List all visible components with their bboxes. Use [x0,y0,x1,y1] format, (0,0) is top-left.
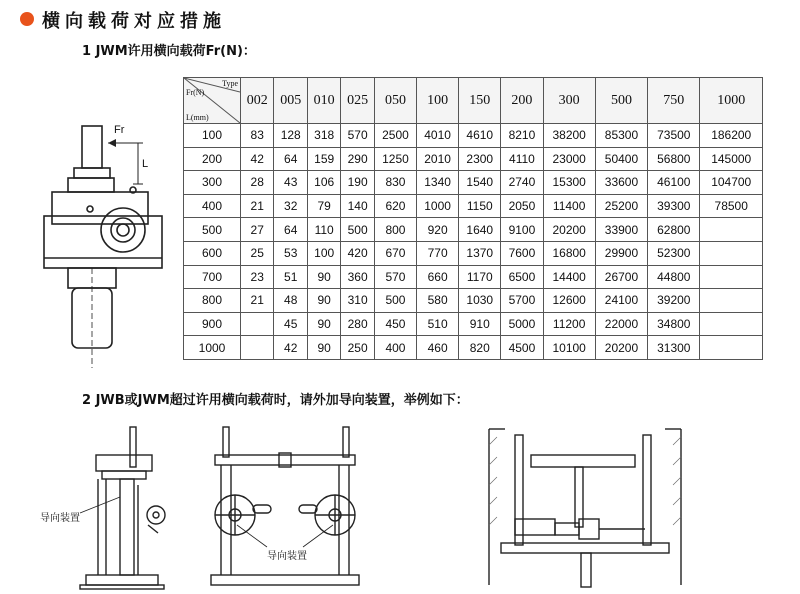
load-value-cell: 34800 [648,312,700,336]
load-value-cell: 580 [417,289,459,313]
load-value-cell: 4500 [501,336,543,360]
load-value-cell: 32 [274,194,307,218]
row-length-cell: 700 [184,265,241,289]
load-value-cell: 1640 [459,218,501,242]
load-value-cell: 7600 [501,241,543,265]
load-value-cell: 90 [307,265,340,289]
load-value-cell: 39200 [648,289,700,313]
load-value-cell: 4110 [501,147,543,171]
row-length-cell: 100 [184,124,241,148]
load-value-cell: 9100 [501,218,543,242]
title-bullet-icon [20,12,34,26]
load-value-cell: 44800 [648,265,700,289]
load-value-cell: 5000 [501,312,543,336]
load-value-cell: 460 [417,336,459,360]
table-row [184,289,763,313]
load-value-cell: 11200 [543,312,595,336]
load-value-cell: 39300 [648,194,700,218]
load-value-cell: 1000 [417,194,459,218]
section1-heading: 1 JWM许用横向载荷Fr(N)： [82,44,256,59]
load-value-cell: 43 [274,171,307,195]
column-header: 005 [274,78,307,124]
load-value-cell: 570 [374,265,416,289]
load-value-cell: 51 [274,265,307,289]
load-value-cell: 360 [341,265,374,289]
load-value-cell: 140 [341,194,374,218]
load-value-cell: 24100 [595,289,647,313]
load-value-cell: 38200 [543,124,595,148]
load-value-cell: 56800 [648,147,700,171]
load-value-cell: 910 [459,312,501,336]
load-value-cell: 250 [341,336,374,360]
load-table [183,77,763,360]
load-value-cell: 33600 [595,171,647,195]
row-length-cell: 600 [184,241,241,265]
load-value-cell: 106 [307,171,340,195]
table-row [184,241,763,265]
example-twin-jack-drawing [205,425,365,590]
load-value-cell: 820 [459,336,501,360]
table-row [184,171,763,195]
load-value-cell: 25200 [595,194,647,218]
load-value-cell: 1340 [417,171,459,195]
row-length-cell: 800 [184,289,241,313]
table-row [184,124,763,148]
load-value-cell: 620 [374,194,416,218]
load-value-cell [241,336,274,360]
load-value-cell: 23 [241,265,274,289]
load-value-cell: 1150 [459,194,501,218]
load-value-cell: 21 [241,289,274,313]
page-title: 横向载荷对应措施 [42,11,226,32]
load-value-cell: 83 [241,124,274,148]
load-value-cell: 20200 [543,218,595,242]
load-value-cell: 52300 [648,241,700,265]
load-value-cell: 190 [341,171,374,195]
load-value-cell: 45 [274,312,307,336]
load-value-cell: 400 [374,336,416,360]
column-header: 1000 [700,78,763,124]
load-value-cell: 1030 [459,289,501,313]
table-corner-cell [184,78,241,124]
load-value-cell: 310 [341,289,374,313]
load-value-cell: 1540 [459,171,501,195]
screw-jack-drawing [38,118,178,376]
load-value-cell: 660 [417,265,459,289]
column-header: 150 [459,78,501,124]
load-value-cell: 2050 [501,194,543,218]
load-value-cell: 22000 [595,312,647,336]
load-value-cell: 62800 [648,218,700,242]
load-value-cell: 1370 [459,241,501,265]
load-value-cell: 510 [417,312,459,336]
load-value-cell: 33900 [595,218,647,242]
load-value-cell: 570 [341,124,374,148]
load-value-cell: 26700 [595,265,647,289]
load-value-cell: 920 [417,218,459,242]
load-value-cell: 10100 [543,336,595,360]
load-value-cell: 73500 [648,124,700,148]
load-value-cell: 2300 [459,147,501,171]
load-value-cell: 21 [241,194,274,218]
load-value-cell: 450 [374,312,416,336]
load-value-cell: 16800 [543,241,595,265]
table-body [184,124,763,360]
section2-heading: 2 JWB或JWM超过许用横向载荷时，请外加导向装置，举例如下： [82,393,469,408]
row-length-cell: 1000 [184,336,241,360]
load-value-cell: 770 [417,241,459,265]
corner-fr-label: Fr(N) [186,88,205,97]
corner-type-label: Type [222,79,238,88]
load-value-cell: 5700 [501,289,543,313]
load-value-cell: 500 [374,289,416,313]
example-platform-drawing [485,425,685,590]
guide-label-middle: 导向装置 [267,551,307,562]
corner-l-label: L(mm) [186,113,209,122]
load-value-cell: 20200 [595,336,647,360]
load-value-cell: 110 [307,218,340,242]
load-value-cell: 280 [341,312,374,336]
load-value-cell: 46100 [648,171,700,195]
load-value-cell: 830 [374,171,416,195]
load-value-cell: 29900 [595,241,647,265]
load-value-cell: 186200 [700,124,763,148]
column-header: 100 [417,78,459,124]
load-value-cell [241,312,274,336]
column-header: 002 [241,78,274,124]
table-row [184,194,763,218]
column-header: 025 [341,78,374,124]
load-value-cell: 42 [274,336,307,360]
column-header: 300 [543,78,595,124]
load-value-cell: 31300 [648,336,700,360]
column-header: 200 [501,78,543,124]
load-value-cell: 85300 [595,124,647,148]
row-length-cell: 900 [184,312,241,336]
load-value-cell: 23000 [543,147,595,171]
load-value-cell: 2010 [417,147,459,171]
load-value-cell: 79 [307,194,340,218]
load-value-cell: 90 [307,336,340,360]
guide-label-left: 导向装置 [40,513,80,524]
table-row [184,147,763,171]
load-value-cell [700,241,763,265]
load-value-cell: 670 [374,241,416,265]
column-header: 050 [374,78,416,124]
load-value-cell: 1170 [459,265,501,289]
table-row [184,218,763,242]
table-row [184,265,763,289]
load-value-cell: 15300 [543,171,595,195]
table-row [184,312,763,336]
load-value-cell: 42 [241,147,274,171]
load-value-cell: 104700 [700,171,763,195]
column-header: 750 [648,78,700,124]
load-value-cell [700,336,763,360]
table-header-row [184,78,763,124]
row-length-cell: 300 [184,171,241,195]
load-value-cell: 78500 [700,194,763,218]
load-value-cell: 8210 [501,124,543,148]
load-value-cell: 64 [274,147,307,171]
load-value-cell: 318 [307,124,340,148]
load-value-cell: 128 [274,124,307,148]
load-value-cell: 50400 [595,147,647,171]
row-length-cell: 200 [184,147,241,171]
load-value-cell: 6500 [501,265,543,289]
load-value-cell: 25 [241,241,274,265]
load-value-cell [700,218,763,242]
load-value-cell: 11400 [543,194,595,218]
load-value-cell: 159 [307,147,340,171]
table-row [184,336,763,360]
load-value-cell: 2740 [501,171,543,195]
force-label: Fr [114,124,125,136]
load-value-cell: 800 [374,218,416,242]
load-value-cell: 500 [341,218,374,242]
load-value-cell: 90 [307,289,340,313]
load-value-cell: 2500 [374,124,416,148]
load-value-cell: 145000 [700,147,763,171]
row-length-cell: 500 [184,218,241,242]
load-value-cell: 12600 [543,289,595,313]
load-value-cell: 27 [241,218,274,242]
load-value-cell [700,265,763,289]
load-value-cell: 14400 [543,265,595,289]
load-value-cell: 4010 [417,124,459,148]
load-value-cell: 4610 [459,124,501,148]
load-value-cell: 64 [274,218,307,242]
load-value-cell: 290 [341,147,374,171]
column-header: 500 [595,78,647,124]
load-value-cell: 90 [307,312,340,336]
length-label: L [142,158,149,170]
load-value-cell: 420 [341,241,374,265]
load-value-cell: 48 [274,289,307,313]
load-value-cell [700,312,763,336]
example-single-jack-drawing [40,425,175,590]
load-value-cell: 53 [274,241,307,265]
load-value-cell: 100 [307,241,340,265]
column-header: 010 [307,78,340,124]
row-length-cell: 400 [184,194,241,218]
load-value-cell [700,289,763,313]
load-value-cell: 1250 [374,147,416,171]
load-value-cell: 28 [241,171,274,195]
